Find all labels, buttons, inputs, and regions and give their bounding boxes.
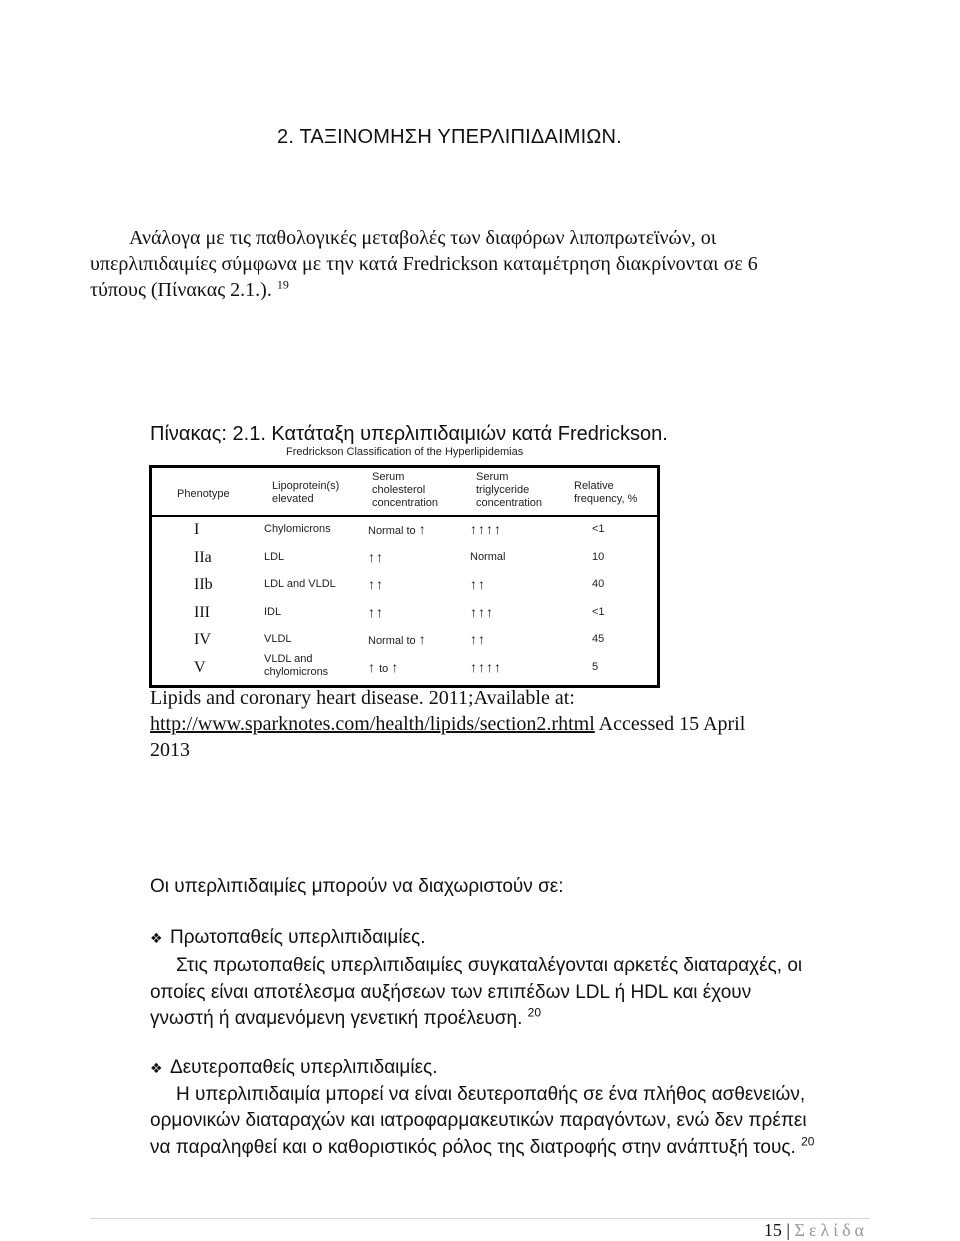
fredrickson-table xyxy=(149,465,660,688)
row-frequency: 5 xyxy=(592,660,599,673)
row-lipoprotein: LDL xyxy=(264,550,285,563)
reference-line-2 xyxy=(150,713,745,736)
row-frequency: 45 xyxy=(592,633,605,645)
up-arrow-icon: ↑ xyxy=(478,603,485,620)
reference-line-1: Lipids and coronary heart disease. 2011;Available at: xyxy=(150,687,575,709)
row-phenotype: IIb xyxy=(194,576,213,593)
row-cholesterol xyxy=(368,578,384,593)
footnote-ref-20a: 20 xyxy=(527,1005,542,1020)
reference-line-3: 2013 xyxy=(150,739,190,761)
header-cholesterol: Serum cholesterol concentration xyxy=(372,471,439,509)
reference-link[interactable]: http://www.sparknotes.com/health/lipids/section2.rhtml xyxy=(150,713,595,735)
intro-line-3 xyxy=(90,279,289,302)
row-phenotype: I xyxy=(194,521,200,538)
diamond-bullet-icon: ❖ xyxy=(150,930,163,946)
section-heading: 2. ΤΑΞΙΝΟΜΗΣΗ ΥΠΕΡΛΙΠΙΔΑΙΜΙΩΝ. xyxy=(277,126,622,148)
header-lipoprotein: Lipoprotein(s) elevated xyxy=(272,480,340,505)
footnote-ref-19: 19 xyxy=(276,277,289,292)
row-frequency: <1 xyxy=(592,605,605,618)
primary-bullet xyxy=(150,927,425,949)
row-triglyceride xyxy=(470,658,502,676)
footer-rule xyxy=(90,1218,870,1219)
row-cholesterol xyxy=(368,548,384,566)
header-rule xyxy=(152,515,657,517)
row-phenotype: IV xyxy=(194,631,211,648)
up-arrow-icon: ↑ xyxy=(470,658,477,675)
up-arrow-icon: ↑ xyxy=(368,548,375,565)
up-arrow-icon: ↑ xyxy=(486,658,493,675)
row-triglyceride: Normal xyxy=(470,550,506,563)
row-cholesterol: ↑ to ↑ xyxy=(368,658,399,675)
secondary-bullet xyxy=(150,1057,437,1079)
page-word: Σελίδα xyxy=(794,1220,868,1240)
separation-sentence: Οι υπερλιπιδαιμίες μπορούν να διαχωριστούν σε: xyxy=(150,876,564,897)
row-cholesterol xyxy=(368,603,384,621)
reference-accessed: Accessed 15 April xyxy=(594,713,746,735)
primary-line-3-text: γνωστή ή αναμενόμενη γενετική προέλευση. xyxy=(150,1008,523,1029)
row-frequency: 10 xyxy=(592,550,605,563)
diamond-bullet-icon: ❖ xyxy=(150,1060,163,1076)
up-arrow-icon: ↑ xyxy=(470,603,477,620)
row-triglyceride xyxy=(470,603,494,621)
page-number: 15 xyxy=(763,1220,782,1240)
row-triglyceride xyxy=(470,578,486,593)
secondary-line-3 xyxy=(150,1134,815,1159)
up-arrow-icon: ↑ xyxy=(376,548,383,565)
up-arrow-icon: ↑ xyxy=(478,576,485,592)
up-arrow-icon: ↑ xyxy=(478,631,485,647)
up-arrow-icon: ↑ xyxy=(470,631,477,647)
row-phenotype: V xyxy=(194,658,206,676)
row-triglyceride xyxy=(470,633,486,648)
table-title: Fredrickson Classification of the Hyperlipidemias xyxy=(286,446,524,458)
up-arrow-icon: ↑ xyxy=(368,603,375,620)
up-arrow-icon: ↑ xyxy=(368,658,375,675)
up-arrow-icon: ↑ xyxy=(418,631,426,647)
intro-line-3-text: τύπους (Πίνακας 2.1.). xyxy=(90,279,272,301)
footnote-ref-20b: 20 xyxy=(801,1134,815,1149)
up-arrow-icon: ↑ xyxy=(486,603,493,620)
up-arrow-icon: ↑ xyxy=(376,603,383,620)
up-arrow-icon: ↑ xyxy=(486,521,493,537)
primary-title: Πρωτοπαθείς υπερλιπιδαιμίες. xyxy=(170,927,426,948)
row-lipoprotein: VLDL and chylomicrons xyxy=(264,652,329,678)
up-arrow-icon: ↑ xyxy=(494,658,501,675)
primary-line-1: Στις πρωτοπαθείς υπερλιπιδαιμίες συγκαταλέγονται αρκετές διαταραχές, οι xyxy=(176,955,803,976)
secondary-line-2: ορμονικών διαταραχών και ιατροφαρμακευτικών παραγόντων, ενώ δεν πρέπει xyxy=(150,1110,807,1131)
up-arrow-icon: ↑ xyxy=(470,576,477,592)
row-phenotype: IIa xyxy=(194,548,212,566)
secondary-title: Δευτεροπαθείς υπερλιπιδαιμίες. xyxy=(170,1057,438,1078)
secondary-line-1: Η υπερλιπιδαιμία μπορεί να είναι δευτεροπαθής σε ένα πλήθος ασθενειών, xyxy=(176,1084,806,1105)
up-arrow-icon: ↑ xyxy=(470,521,477,537)
row-phenotype: III xyxy=(194,603,210,621)
row-frequency: 40 xyxy=(592,578,605,590)
intro-line-2: υπερλιπιδαιμίες σύμφωνα με την κατά Fredrickson καταμέτρηση διακρίνονται σε 6 xyxy=(90,253,758,275)
primary-line-3 xyxy=(150,1005,542,1030)
row-triglyceride xyxy=(470,523,502,538)
row-lipoprotein: IDL xyxy=(264,605,282,618)
secondary-line-3-text: να παραληφθεί και ο καθοριστικός ρόλος της διατροφής στην ανάπτυξή τους. xyxy=(150,1137,796,1158)
up-arrow-icon: ↑ xyxy=(478,521,485,537)
row-frequency: <1 xyxy=(592,523,605,535)
row-lipoprotein: LDL and VLDL xyxy=(264,578,336,590)
up-arrow-icon: ↑ xyxy=(418,521,426,537)
footer-separator: | xyxy=(786,1220,790,1240)
row-cholesterol: Normal to ↑ xyxy=(368,521,426,537)
row-cholesterol: Normal to ↑ xyxy=(368,631,426,647)
header-triglyceride: Serum triglyceride concentration xyxy=(476,471,543,509)
up-arrow-icon: ↑ xyxy=(391,658,399,675)
up-arrow-icon: ↑ xyxy=(368,576,375,592)
header-frequency: Relative frequency, % xyxy=(574,480,638,505)
primary-line-2: οποίες είναι αποτέλεσμα αυξήσεων των επιπέδων LDL ή HDL και έχουν xyxy=(150,982,752,1003)
row-lipoprotein: Chylomicrons xyxy=(264,523,331,535)
up-arrow-icon: ↑ xyxy=(494,521,501,537)
up-arrow-icon: ↑ xyxy=(478,658,485,675)
up-arrow-icon: ↑ xyxy=(376,576,383,592)
intro-line-1: Ανάλογα με τις παθολογικές μεταβολές των διαφόρων λιποπρωτεϊνών, οι xyxy=(129,227,717,249)
header-phenotype: Phenotype xyxy=(177,488,230,500)
row-lipoprotein: VLDL xyxy=(264,633,292,645)
table-caption: Πίνακας: 2.1. Κατάταξη υπερλιπιδαιμιών κατά Fredrickson. xyxy=(150,423,668,445)
